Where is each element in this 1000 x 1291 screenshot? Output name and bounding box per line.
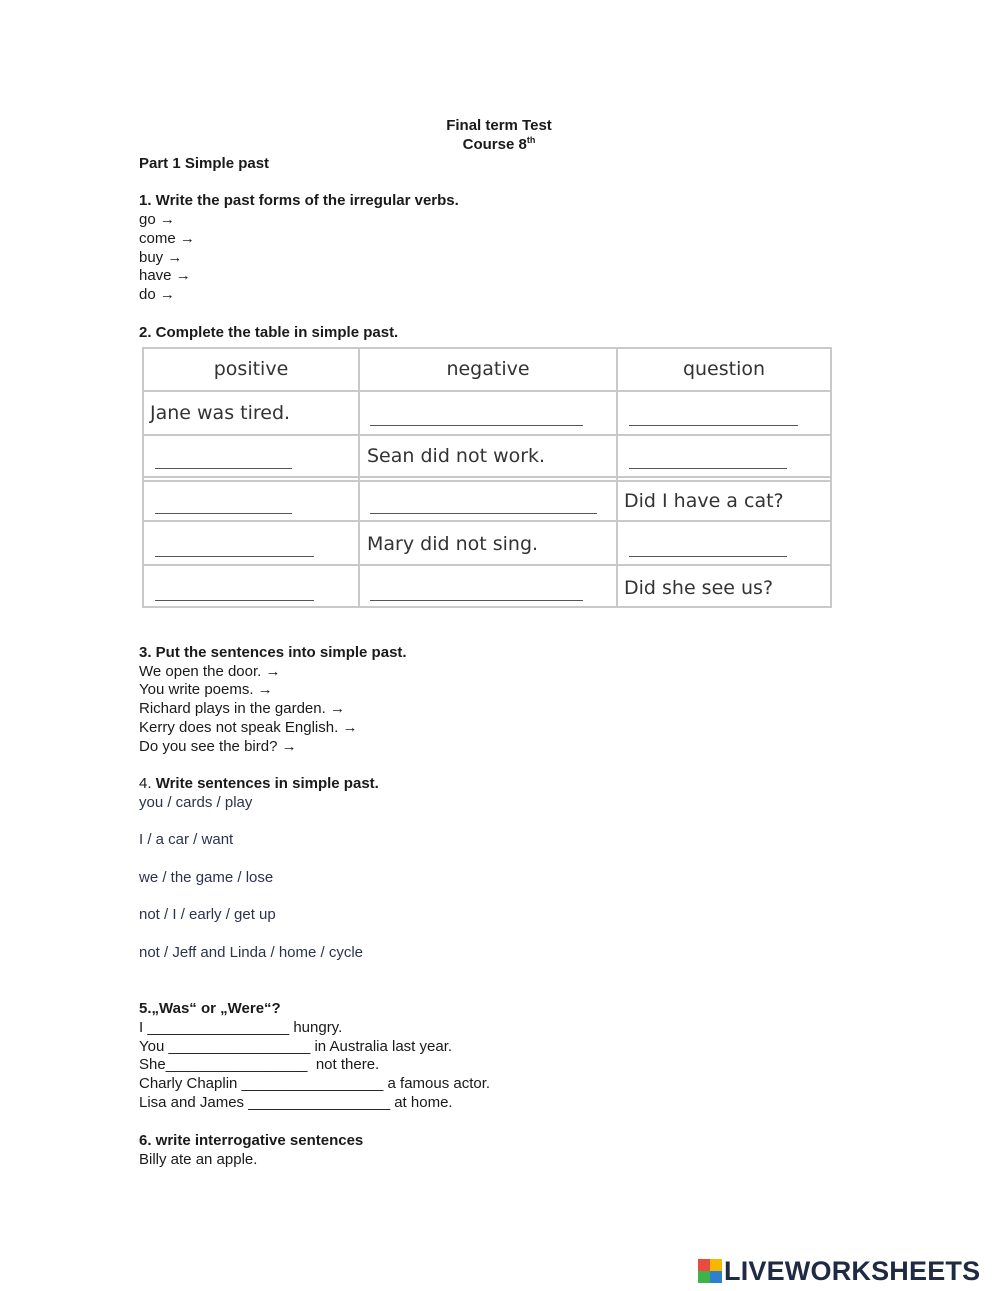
table-cell: Mary did not sing. xyxy=(367,533,539,555)
answer-blank[interactable] xyxy=(370,600,583,601)
table-cell: Did I have a cat? xyxy=(624,490,784,512)
liveworksheets-logo[interactable] xyxy=(698,1255,981,1286)
column-header-negative: negative xyxy=(446,358,530,380)
logo-text: LIVEWORKSHEETS xyxy=(724,1255,981,1286)
verb-item: have → xyxy=(139,267,191,284)
table-cell: Did she see us? xyxy=(624,577,774,599)
column-header-question: question xyxy=(682,358,766,380)
column-header-positive: positive xyxy=(213,358,289,380)
sentence-item: We open the door. → xyxy=(139,663,281,680)
part-heading: Part 1 Simple past xyxy=(139,155,270,172)
fill-item: I _________________ hungry. xyxy=(139,1019,343,1036)
logo-grid-icon xyxy=(698,1259,722,1283)
answer-blank[interactable] xyxy=(629,425,798,426)
answer-blank[interactable] xyxy=(155,556,314,557)
section-3-heading: 3. Put the sentences into simple past. xyxy=(139,644,407,661)
sentence-item: Billy ate an apple. xyxy=(139,1151,258,1168)
section-2-heading: 2. Complete the table in simple past. xyxy=(139,324,399,341)
table-cell: Jane was tired. xyxy=(150,402,291,424)
course-title: Course 8th xyxy=(462,135,536,153)
sentence-item: Kerry does not speak English. → xyxy=(139,719,358,736)
prompt-item: not / I / early / get up xyxy=(139,906,276,923)
answer-blank[interactable] xyxy=(155,600,314,601)
answer-blank[interactable] xyxy=(629,556,787,557)
section-6-heading: 6. write interrogative sentences xyxy=(139,1132,364,1149)
simple-past-table xyxy=(142,347,832,608)
answer-blank[interactable] xyxy=(629,468,787,469)
verb-item: go → xyxy=(139,211,175,228)
fill-item: Lisa and James _________________ at home. xyxy=(139,1094,453,1111)
prompt-item: I / a car / want xyxy=(139,831,234,848)
answer-blank[interactable] xyxy=(155,513,292,514)
verb-item: do → xyxy=(139,286,175,303)
answer-blank[interactable] xyxy=(370,513,597,514)
sentence-item: Do you see the bird? → xyxy=(139,738,297,755)
section-4-heading: 4. Write sentences in simple past. xyxy=(139,775,379,792)
section-1-heading: 1. Write the past forms of the irregular verbs. xyxy=(139,192,459,209)
verb-item: come → xyxy=(139,230,195,247)
prompt-item: you / cards / play xyxy=(139,794,253,811)
sentence-item: You write poems. → xyxy=(139,681,273,698)
verb-item: buy → xyxy=(139,249,183,266)
fill-item: You _________________ in Australia last year. xyxy=(139,1038,453,1055)
fill-item: Charly Chaplin _________________ a famous actor. xyxy=(139,1075,491,1092)
test-title: Final term Test xyxy=(446,117,552,134)
fill-item: She_________________ not there. xyxy=(139,1056,380,1073)
answer-blank[interactable] xyxy=(370,425,583,426)
answer-blank[interactable] xyxy=(155,468,292,469)
table-cell: Sean did not work. xyxy=(367,445,546,467)
prompt-item: we / the game / lose xyxy=(139,869,274,886)
sentence-item: Richard plays in the garden. → xyxy=(139,700,345,717)
section-5-heading: 5.„Was“ or „Were“? xyxy=(139,1000,281,1017)
prompt-item: not / Jeff and Linda / home / cycle xyxy=(139,944,364,961)
